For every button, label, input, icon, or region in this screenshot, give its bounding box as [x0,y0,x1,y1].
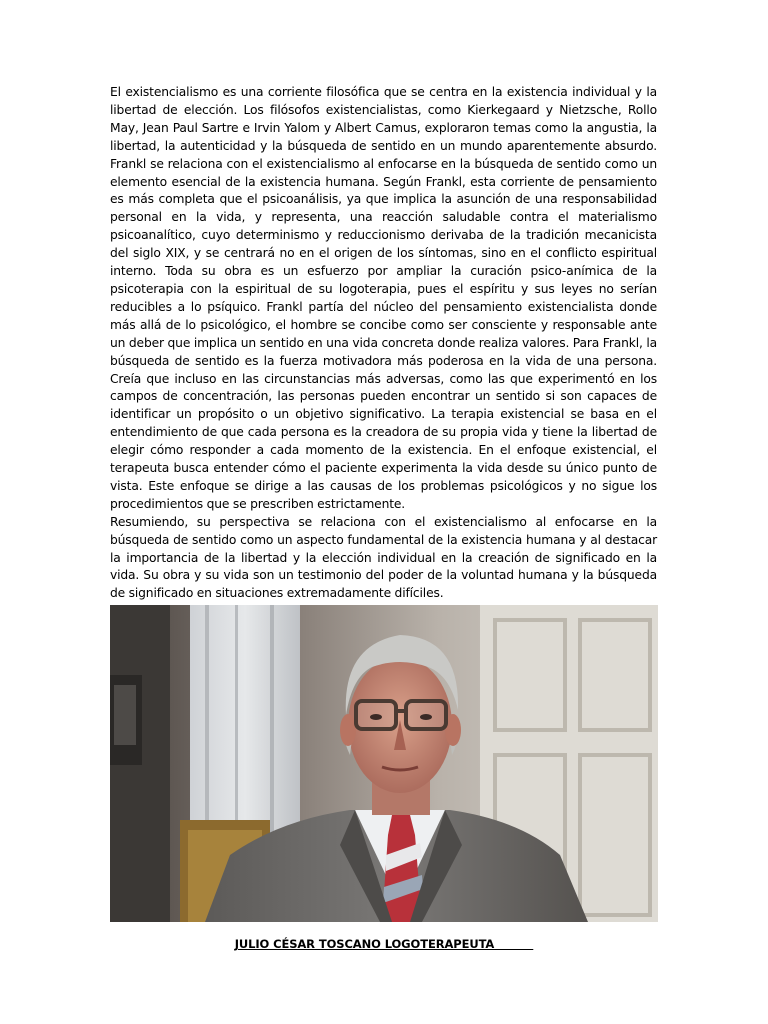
photo-caption: JULIO CÉSAR TOSCANO LOGOTERAPEUTA [234,937,534,952]
body-paragraph-1: El existencialismo es una corriente filosófica que se centra en la existencia individual y la libertad de elección. Los filósofos existencialistas, como Kierkegaard y Nietzsche, Rollo May, Jean Paul Sartre e Irvin Yalom y Albert Camus, exploraron temas como la angustia, la libertad, la autenticidad y la búsqueda de sentido en un mundo aparentemente absurdo. Frankl se relaciona con el existencialismo al enfocarse en la búsqueda de sentido como un elemento esencial de la existencia humana. Según Frankl, esta corriente de pensamiento es más completa que el psicoanálisis, ya que implica la asunción de una responsabilidad personal en la vida, y representa, una reacción saludable contra el materialismo psicoanalítico, cuyo determinismo y reduccionismo derivaba de la tradición mecanicista del siglo XIX, y se centrará no en el origen de los síntomas, sino en el conflicto espiritual interno. Toda su obra es un esfuerzo por ampliar la curación psico-anímica de la psicoterapia con la espiritual de su logoterapia, pues el espíritu y sus leyes no serían reducibles a lo psíquico. Frankl partía del núcleo del pensamiento existencialista donde más allá de lo psicológico, el hombre se concibe como ser consciente y responsable ante un deber que implica un sentido en una vida concreta donde realiza valores. Para Frankl, la búsqueda de sentido es la fuerza motivadora más poderosa en la vida de una persona. Creía que incluso en las circunstancias más adversas, como las que experimentó en los campos de concentración, las personas pueden encontrar un sentido si son capaces de identificar un propósito o un objetivo significativo. La terapia existencial se basa en el entendimiento de que cada persona es la creadora de su propia vida y tiene la libertad de elegir cómo responder a cada momento de la existencia. En el enfoque existencial, el terapeuta busca entender cómo el paciente experimenta la vida desde su único punto de vista. Este enfoque se dirige a las causas de los problemas psicológicos y no sigue los procedimientos que se prescriben estrictamente. [110,85,657,511]
caption-container [110,933,658,952]
portrait-illustration [110,605,658,922]
body-paragraph-2: Resumiendo, su perspectiva se relaciona con el existencialismo al enfocarse en la búsqueda de sentido como un aspecto fundamental de la existencia humana y al destacar la importancia de la libertad y la elección individual en la creación de significado en la vida. Su obra y su vida son un testimonio del poder de la voluntad humana y la búsqueda de significado en situaciones extremadamente difíciles. [110,514,657,601]
document-page [110,84,657,952]
portrait-photo [110,605,658,922]
